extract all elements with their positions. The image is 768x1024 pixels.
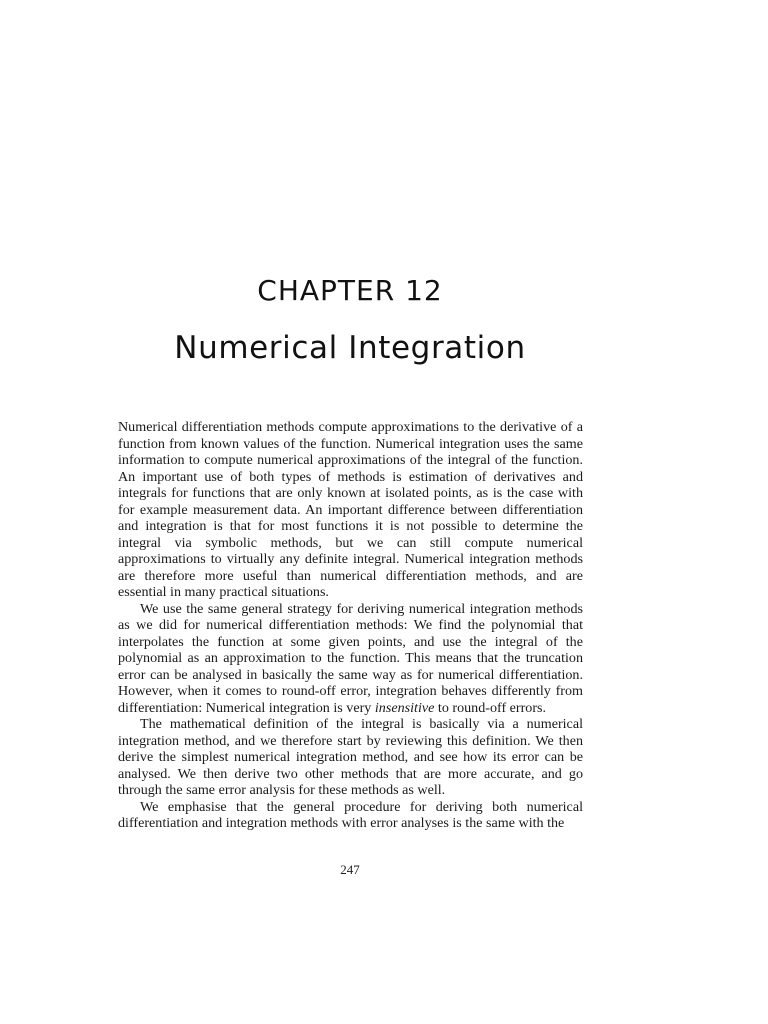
chapter-body <box>118 419 583 832</box>
paragraph-2-emphasis: insensitive <box>374 699 435 716</box>
paragraph-1 <box>118 419 583 601</box>
chapter-label: CHAPTER 12 <box>257 274 443 307</box>
paragraph-3 <box>118 716 583 799</box>
paragraph-1-text: Numerical differentiation methods compute approximations to the derivative of a function from known values of the function. Numerical integration uses the same information to compute numerical approximations of the integral of the function. An important use of both types of methods is estimation of derivatives and integrals for functions that are only known at isolated points, as is the case with for example measurement data. An important difference between differentiation and integration is that for most functions it is not possible to determine the integral via symbolic methods, but we can still compute numerical approximations to virtually any definite integral. Numerical integration methods are therefore more useful than numerical differentiation methods, and are essential in many practical situations. <box>118 419 583 600</box>
page-number: 247 <box>340 862 360 877</box>
paragraph-3-text: The mathematical definition of the integral is basically via a numerical integration method, and we therefore start by reviewing this definition. We then derive the simplest numerical integration method, and see how its error can be analysed. We then derive two other methods that are more accurate, and go through the same error analysis for these methods as well. <box>118 716 583 798</box>
paragraph-2-text-end: to round-off errors. <box>434 699 547 716</box>
paragraph-2-text: We use the same general strategy for deriving numerical integration methods as we did for numerical differentiation methods: We find the polynomial that interpolates the function at some given points, and use the integral of the polynomial as an approximation to the function. This means that the truncation error can be analysed in basically the same way as for numerical differentiation. However, when it comes to round-off error, integration behaves differently from differentiation: Numerical integration is very <box>118 600 583 716</box>
paragraph-2 <box>118 601 583 717</box>
paragraph-4-text: We emphasise that the general procedure for deriving both numerical differentiation and integration methods with error analyses is the same with the <box>118 798 583 831</box>
paragraph-4 <box>118 799 583 832</box>
chapter-title: Numerical Integration <box>174 330 526 366</box>
